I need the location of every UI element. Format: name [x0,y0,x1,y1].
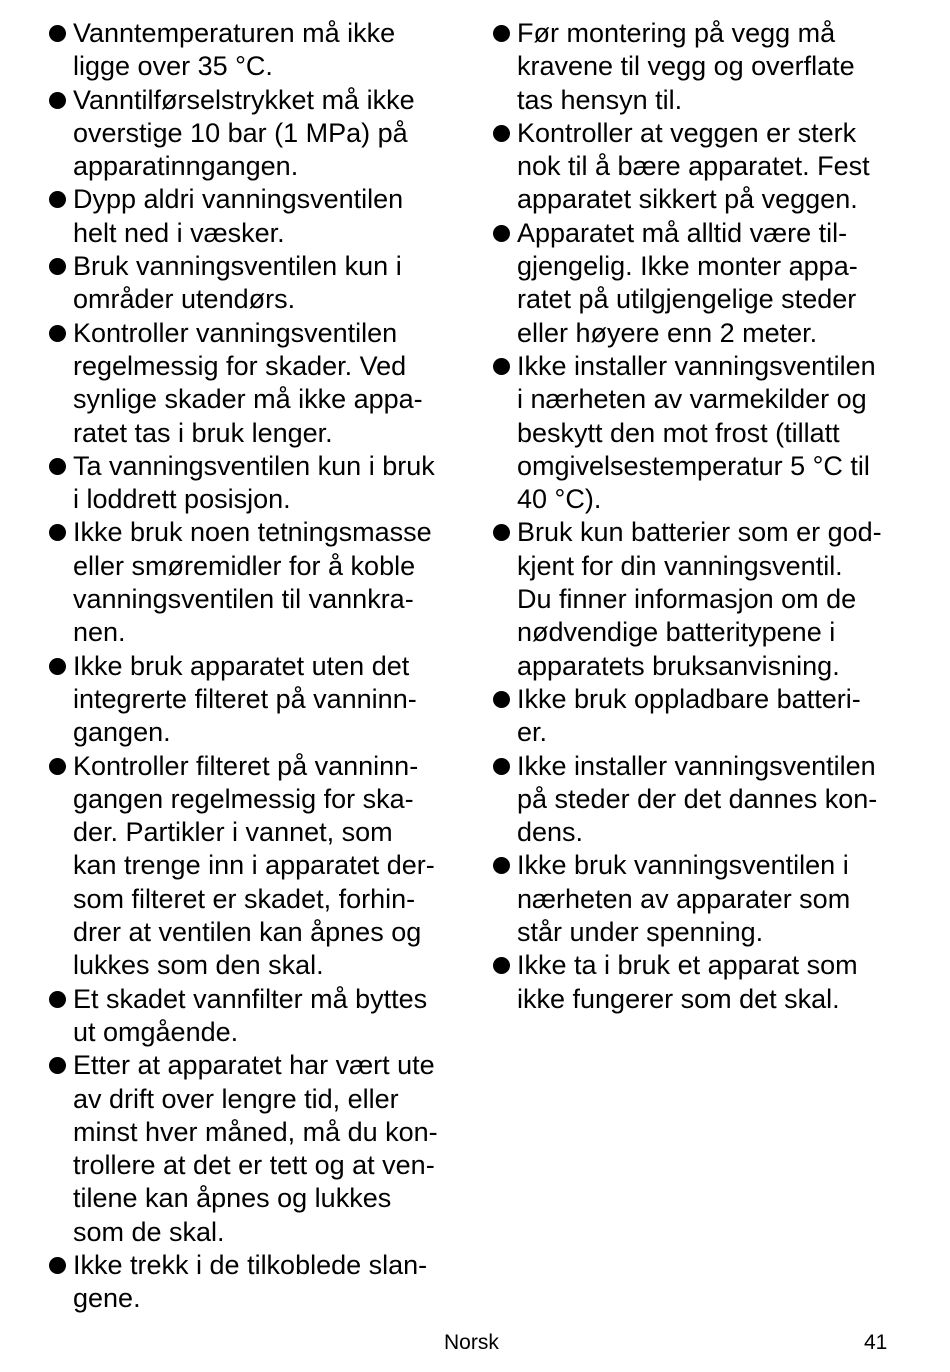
bullet-text-line: av drift over lengre tid, eller [73,1083,399,1114]
bullet-text-line: i loddrett posisjon. [73,484,291,515]
bullet-text-line: synlige skader må ikke appa- [73,384,423,415]
bullet-dot-icon [493,524,510,541]
bullet-text-line: Ikke installer vanningsventilen [517,350,876,381]
bullet-text-line: ikke fungerer som det skal. [517,983,840,1014]
bullet-text-line: nærheten av apparater som [517,883,851,914]
bullet-text-line: ratet på utilgjengelige steder [517,284,857,315]
bullet-text-line: Før montering på vegg må [517,18,836,48]
bullet-dot-icon [49,658,66,675]
bullet-text-line: apparatinngangen. [73,151,299,182]
bullet-text-line: apparatets bruksanvisning. [517,650,840,681]
bullet-text-line: Ikke ta i bruk et apparat som [517,950,858,981]
bullet-item [48,84,453,184]
bullet-text-line: gangen. [73,717,171,748]
bullet-text-line: lukkes som den skal. [73,950,324,981]
bullet-dot-icon [49,758,66,775]
left-column [48,17,453,1316]
bullet-text-line: overstige 10 bar (1 MPa) på [73,117,408,148]
bullet-item [492,516,902,682]
bullet-text-line: gene. [73,1283,141,1314]
bullet-item [492,17,902,117]
bullet-text-line: Dypp aldri vanningsventilen [73,184,404,215]
bullet-dot-icon [49,25,66,42]
bullet-text-line: Vanntemperaturen må ikke [73,18,396,48]
bullet-text-line: tilene kan åpnes og lukkes [73,1183,392,1214]
bullet-text-line: Ikke bruk vanningsventilen i [517,850,849,881]
bullet-text-line: Et skadet vannfilter må byttes [73,983,428,1014]
bullet-text-line: Ta vanningsventilen kun i bruk [73,450,435,481]
bullet-text-line: gjengelig. Ikke monter appa- [517,251,858,282]
bullet-text-line: eller høyere enn 2 meter. [517,317,818,348]
bullet-dot-icon [493,691,510,708]
bullet-text-line: nødvendige batteritypene i [517,617,836,648]
bullet-text-line: står under spenning. [517,917,764,948]
bullet-dot-icon [493,758,510,775]
bullet-dot-icon [493,857,510,874]
bullet-item [48,250,453,317]
bullet-item [492,117,902,217]
right-column [492,17,902,1016]
bullet-dot-icon [49,325,66,342]
bullet-item [48,1049,453,1249]
bullet-dot-icon [493,358,510,375]
bullet-item [48,450,453,517]
bullet-text-line: nen. [73,617,126,648]
bullet-dot-icon [49,991,66,1008]
bullet-text-line: Bruk vanningsventilen kun i [73,251,402,282]
bullet-text-line: Etter at apparatet har vært ute [73,1050,435,1081]
bullet-dot-icon [493,125,510,142]
bullet-item [492,350,902,516]
bullet-item [48,317,453,450]
bullet-text-line: som filteret er skadet, forhin- [73,883,416,914]
bullet-text-line: som de skal. [73,1216,225,1247]
page-number: 41 [864,1331,888,1354]
bullet-text-line: trollere at det er tett og at ven- [73,1150,435,1181]
bullet-dot-icon [49,458,66,475]
bullet-text-line: dens. [517,817,584,848]
bullet-text-line: helt ned i væsker. [73,217,285,248]
bullet-text-line: Ikke bruk noen tetningsmasse [73,517,432,548]
bullet-dot-icon [493,225,510,242]
bullet-text-line: der. Partikler i vannet, som [73,817,393,848]
bullet-text-line: vanningsventilen til vannkra- [73,584,414,615]
bullet-item [48,516,453,649]
bullet-text-line: ratet tas i bruk lenger. [73,417,333,448]
bullet-item [48,983,453,1050]
bullet-text-line: regelmessig for skader. Ved [73,350,407,381]
bullet-text-line: Apparatet må alltid være til- [517,217,848,248]
bullet-text-line: apparatet sikkert på veggen. [517,184,858,215]
bullet-dot-icon [49,524,66,541]
bullet-text-line: Kontroller vanningsventilen [73,317,398,348]
bullet-text-line: Ikke trekk i de tilkoblede slan- [73,1249,428,1280]
bullet-text-line: Bruk kun batterier som er god- [517,517,882,548]
bullet-text-line: nok til å bære apparatet. Fest [517,151,870,182]
bullet-text-line: beskytt den mot frost (tillatt [517,417,840,448]
bullet-item [492,683,902,750]
bullet-dot-icon [49,258,66,275]
bullet-text-line: minst hver måned, må du kon- [73,1116,438,1147]
bullet-text-line: 40 °C). [517,484,602,515]
bullet-text-line: på steder der det dannes kon- [517,783,878,814]
bullet-text-line: Vanntilførselstrykket må ikke [73,84,415,115]
bullet-text-line: Du finner informasjon om de [517,584,857,615]
footer-language: Norsk [444,1331,499,1354]
bullet-item [492,949,902,1016]
bullet-item [48,750,453,983]
bullet-item [492,217,902,350]
bullet-text-line: ut omgående. [73,1016,239,1047]
bullet-dot-icon [49,1057,66,1074]
bullet-text-line: gangen regelmessig for ska- [73,783,414,814]
bullet-text-line: eller smøremidler for å koble [73,550,416,581]
bullet-text-line: kan trenge inn i apparatet der- [73,850,435,881]
bullet-dot-icon [49,191,66,208]
bullet-text-line: Ikke bruk oppladbare batteri- [517,683,861,714]
bullet-text-line: tas hensyn til. [517,84,683,115]
bullet-text-line: kjent for din vanningsventil. [517,550,843,581]
bullet-item [492,849,902,949]
bullet-text-line: integrerte filteret på vanninn- [73,683,417,714]
bullet-item [492,750,902,850]
bullet-dot-icon [49,92,66,109]
bullet-text-line: drer at ventilen kan åpnes og [73,917,422,948]
bullet-text-line: Ikke installer vanningsventilen [517,750,876,781]
bullet-text-line: er. [517,717,548,748]
bullet-text-line: områder utendørs. [73,284,296,315]
bullet-dot-icon [493,957,510,974]
bullet-text-line: omgivelsestemperatur 5 °C til [517,450,870,481]
bullet-dot-icon [49,1257,66,1274]
bullet-text-line: Kontroller at veggen er sterk [517,117,857,148]
bullet-text-line: Ikke bruk apparatet uten det [73,650,410,681]
bullet-dot-icon [493,25,510,42]
bullet-text-line: i nærheten av varmekilder og [517,384,867,415]
bullet-item [48,1249,453,1316]
bullet-item [48,650,453,750]
bullet-text-line: Kontroller filteret på vanninn- [73,750,419,781]
bullet-text-line: kravene til vegg og overflate [517,51,855,82]
bullet-text-line: ligge over 35 °C. [73,51,273,82]
bullet-item [48,183,453,250]
bullet-item [48,17,453,84]
